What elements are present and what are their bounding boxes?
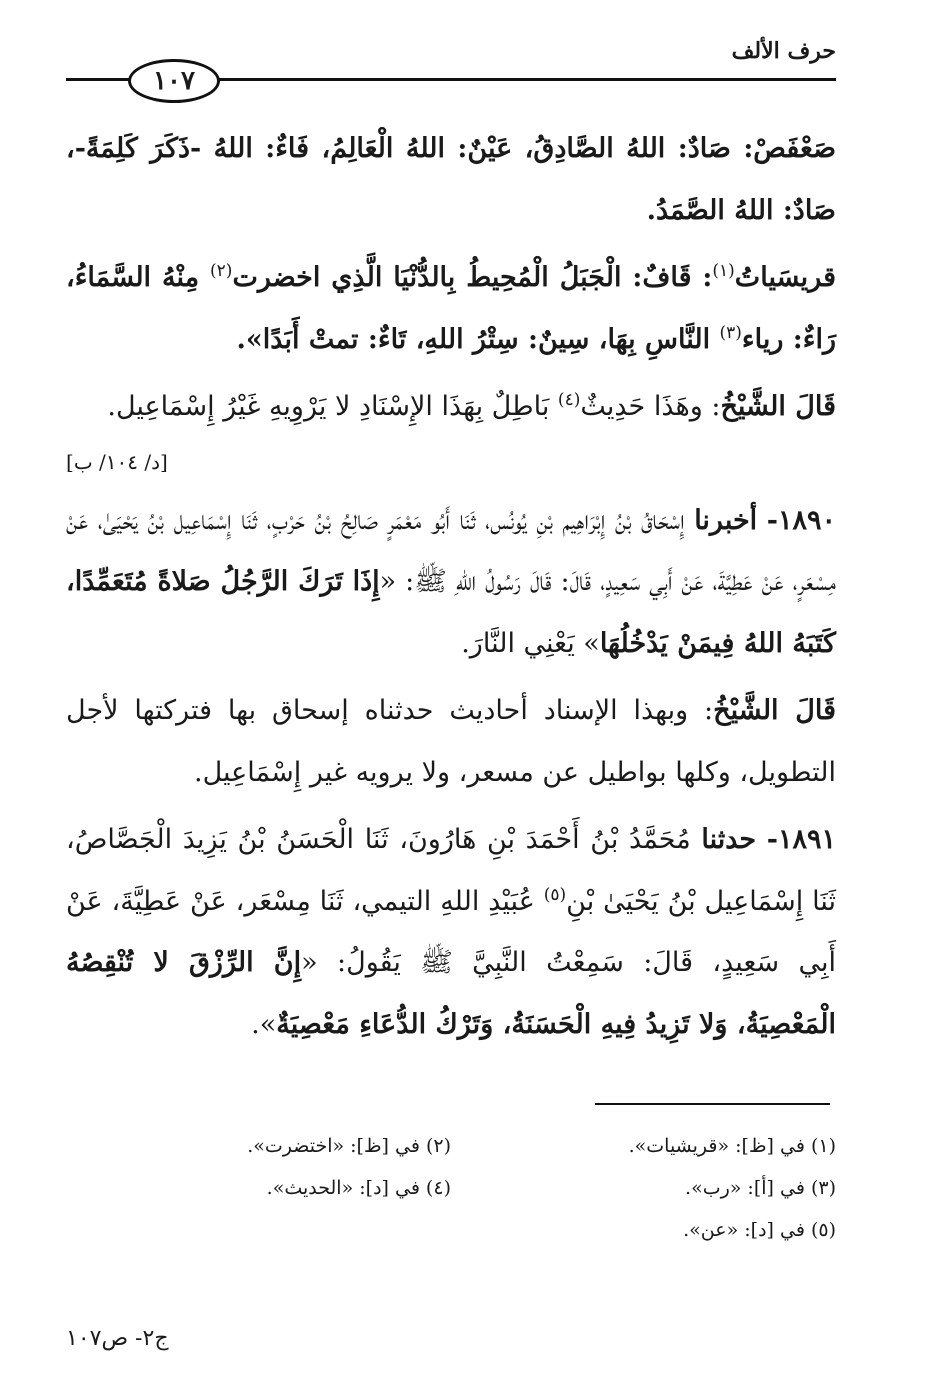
footnote-row <box>66 1125 836 1167</box>
text-segment: مِنْهُ السَّمَاءُ، رَاءٌ: رياء <box>66 262 836 355</box>
transmission-label: أخبرنا <box>694 504 758 536</box>
footnote-ref-1[interactable]: (١) <box>712 261 735 281</box>
text-segment: قريسَياتُ <box>734 262 836 293</box>
footnote-ref-4[interactable]: (٤) <box>557 390 581 410</box>
running-header-title: حرف الألف <box>731 38 836 64</box>
footnote-2: (٢) في [ظ]: «اختضرت». <box>247 1135 451 1157</box>
paragraph-text: صَعْفَصْ: صَادٌ: اللهُ الصَّادِقُ، عَيْنٌ: اللهُ الْعَالِمُ، فَاءٌ: اللهُ -ذَكَرَ كَلِمَةً-، صَادٌ: اللهُ الصَّمَدُ. <box>66 133 836 226</box>
isnad-text: عُبَيْدِ اللهِ التيمي، ثَنَا مِسْعَر، عَنْ عَطِيَّةَ، عَنْ أَبِي سَعِيدٍ، قَالَ: سَمِعْتُ النَّبِيَّ ﷺ يَقُولُ: « <box>66 885 836 978</box>
footnote-5: (٥) في [د]: «عن». <box>683 1219 836 1241</box>
footnote-ref-5[interactable]: (٥) <box>543 884 567 905</box>
sheikh-label: قَالَ الشَّيْخُ <box>720 391 836 422</box>
manuscript-reference: [د/ ١٠٤/ ب] <box>66 449 168 474</box>
text-segment: : وهَذَا حَدِيثٌ <box>580 391 721 422</box>
transmission-label: حدثنا <box>701 824 757 855</box>
hadith-number: ١٨٩١- <box>766 824 836 855</box>
main-text <box>66 118 836 1055</box>
hadith-1891 <box>66 809 836 1055</box>
footnote-3: (٣) في [أ]: «رب». <box>685 1177 836 1199</box>
footnote-4: (٤) في [د]: «الحديث». <box>266 1177 451 1199</box>
footnotes <box>66 1125 836 1251</box>
text-segment: النَّاسِ بِهَا، سِينٌ: سِتْرُ اللهِ، تَاءٌ: تمتْ أَبَدًا». <box>236 323 720 355</box>
hadith-1890 <box>66 490 836 675</box>
text-segment: » يَعْنِي النَّارَ. <box>461 627 600 659</box>
footnote-row <box>66 1167 836 1209</box>
volume-page-reference: ج٢- ص١٠٧ <box>66 1326 169 1351</box>
sheikh-label: قَالَ الشَّيْخُ <box>713 695 836 726</box>
paragraph-sheikh-comment-2 <box>66 680 836 803</box>
text-segment: : وبهذا الإسناد أحاديث حدثناه إسحاق بها فتركتها لأجل التطويل، وكلها بواطيل عن مسعر، ولا يرويه غير إِسْمَاعِيل. <box>66 695 836 788</box>
text-segment: ». <box>251 1008 277 1040</box>
page-number: ١٠٧ <box>128 59 220 103</box>
hadith-matn: إِنَّ الرِّزْقَ لا تُنْقِصُهُ الْمَعْصِيَةُ، وَلا تَزِيدُ فِيهِ الْحَسَنَةُ، وَتَرْكُ الدُّعَاءِ مَعْصِيَةٌ <box>66 947 836 1040</box>
footnote-ref-2[interactable]: (٢) <box>210 261 233 281</box>
paragraph-sad <box>66 118 836 241</box>
isnad-text: إِسْحَاقُ بْنُ إِبْرَاهِيم بْنِ يُونُس، ثَنَا أَبُو مَعْمَرٍ صَالِحُ بْنُ حَرْبٍ، ثَنَا إِسْمَاعِيل بْنُ يَحْيَىٰ، عَنْ مِسْعَرٍ، عَنْ عَطِيَّةَ، عَنْ أَبِي سَعِيدٍ، قَالَ: قَالَ رَسُولُ اللهِ ﷺ: « <box>66 504 837 597</box>
paragraph-sheikh-comment-1 <box>66 376 836 438</box>
paragraph-qurisiyat <box>66 247 836 370</box>
isnad-text: مُحَمَّدُ بْنُ أَحْمَدَ بْنِ هَارُونَ، ثَنَا الْحَسَنُ بْنُ يَزِيدَ الْجَصَّاصُ، ثَنَا إِسْمَاعِيل بْنُ يَحْيَىٰ بْنِ <box>66 824 836 917</box>
text-segment: بَاطِلٌ بِهَذَا الإِسْنَادِ لا يَرْوِيهِ غَيْرُ إِسْمَاعِيل. <box>107 391 558 422</box>
footnote-ref-3[interactable]: (٣) <box>719 322 742 343</box>
footnote-row <box>66 1209 836 1251</box>
text-segment: : قَافٌ: الْجَبَلُ الْمُحِيطُ بِالدُّنْيَا الَّذِي اخضرت <box>232 262 713 293</box>
hadith-number: ١٨٩٠- <box>766 504 836 536</box>
hadith-matn: إِذَا تَرَكَ الرَّجُلُ صَلاةً مُتَعَمِّدًا، كَتَبَهُ اللهُ فِيمَنْ يَدْخُلُهَا <box>66 566 836 659</box>
footnote-separator <box>595 1103 830 1105</box>
footnote-1: (١) في [ظ]: «قريشيات». <box>628 1135 836 1157</box>
